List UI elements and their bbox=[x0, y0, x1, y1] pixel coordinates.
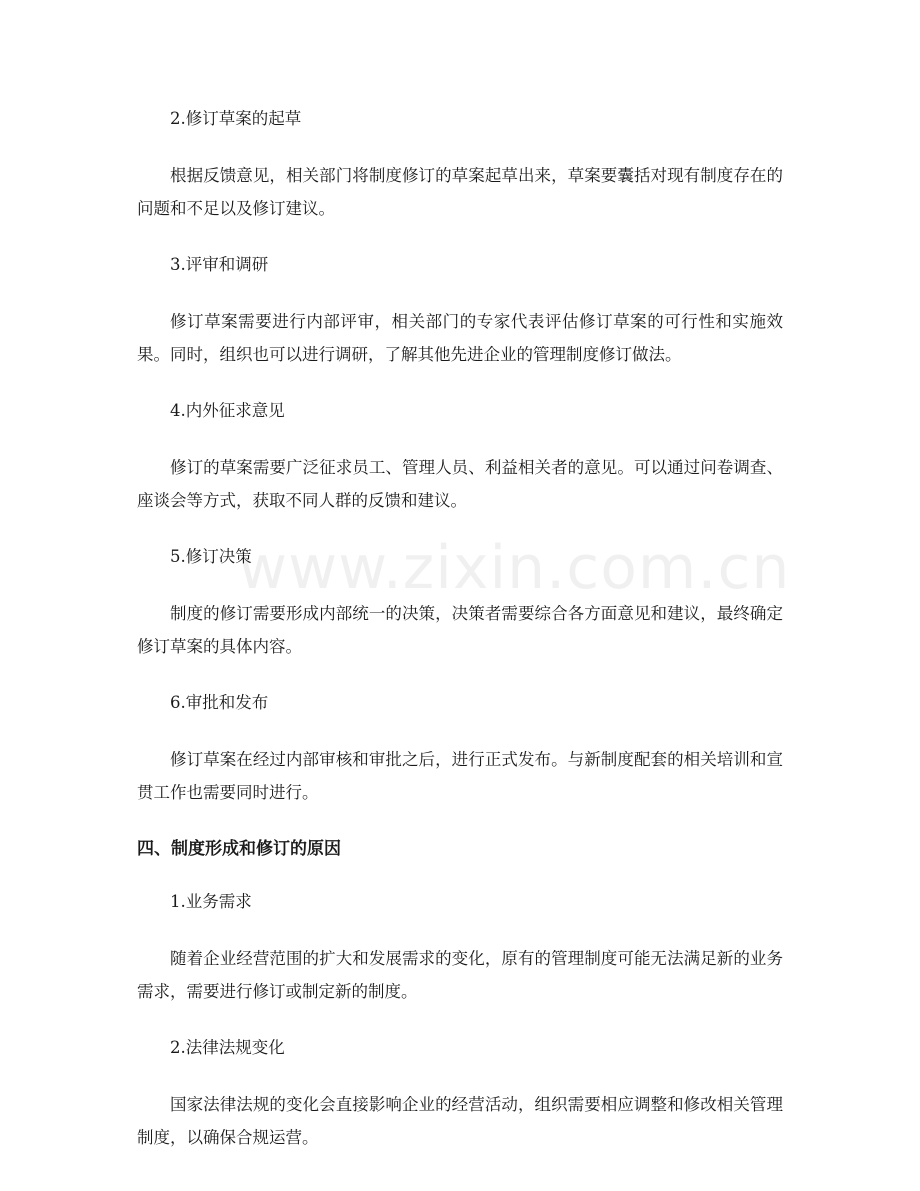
subsection-paragraph: 修订草案在经过内部审核和审批之后，进行正式发布。与新制度配套的相关培训和宣贯工作也需要同时进行。 bbox=[137, 750, 783, 802]
subsection-heading: 5.修订决策 bbox=[170, 547, 252, 566]
section-title: 四、制度形成和修订的原因 bbox=[137, 839, 341, 859]
subsection-paragraph: 修订的草案需要广泛征求员工、管理人员、利益相关者的意见。可以通过问卷调查、座谈会等方式，获取不同人群的反馈和建议。 bbox=[137, 458, 783, 510]
subsection-heading: 3.评审和调研 bbox=[170, 255, 269, 274]
subsection-5 bbox=[137, 541, 783, 663]
subsection-paragraph: 根据反馈意见，相关部门将制度修订的草案起草出来，草案要囊括对现有制度存在的问题和不足以及修订建议。 bbox=[137, 166, 783, 218]
subsection-heading: 1.业务需求 bbox=[170, 892, 252, 911]
subsection-3 bbox=[137, 249, 783, 371]
subsection-heading: 2.法律法规变化 bbox=[170, 1038, 285, 1057]
subsection-paragraph: 随着企业经营范围的扩大和发展需求的变化，原有的管理制度可能无法满足新的业务需求，需要进行修订或制定新的制度。 bbox=[137, 949, 783, 1001]
subsection-paragraph: 制度的修订需要形成内部统一的决策，决策者需要综合各方面意见和建议，最终确定修订草案的具体内容。 bbox=[137, 604, 783, 656]
reason-2 bbox=[137, 1032, 783, 1154]
subsection-4 bbox=[137, 395, 783, 517]
reason-1 bbox=[137, 886, 783, 1008]
watermark: www.zixin.com.cn bbox=[238, 533, 791, 603]
subsection-2 bbox=[137, 103, 783, 225]
subsection-paragraph: 修订草案需要进行内部评审，相关部门的专家代表评估修订草案的可行性和实施效果。同时，组织也可以进行调研，了解其他先进企业的管理制度修订做法。 bbox=[137, 312, 783, 364]
subsection-heading: 2.修订草案的起草 bbox=[170, 109, 302, 128]
subsection-heading: 4.内外征求意见 bbox=[170, 401, 285, 420]
document-body bbox=[137, 103, 783, 1178]
subsection-heading: 6.审批和发布 bbox=[170, 693, 269, 712]
subsection-6 bbox=[137, 687, 783, 809]
subsection-paragraph: 国家法律法规的变化会直接影响企业的经营活动，组织需要相应调整和修改相关管理制度，以确保合规运营。 bbox=[137, 1095, 783, 1147]
